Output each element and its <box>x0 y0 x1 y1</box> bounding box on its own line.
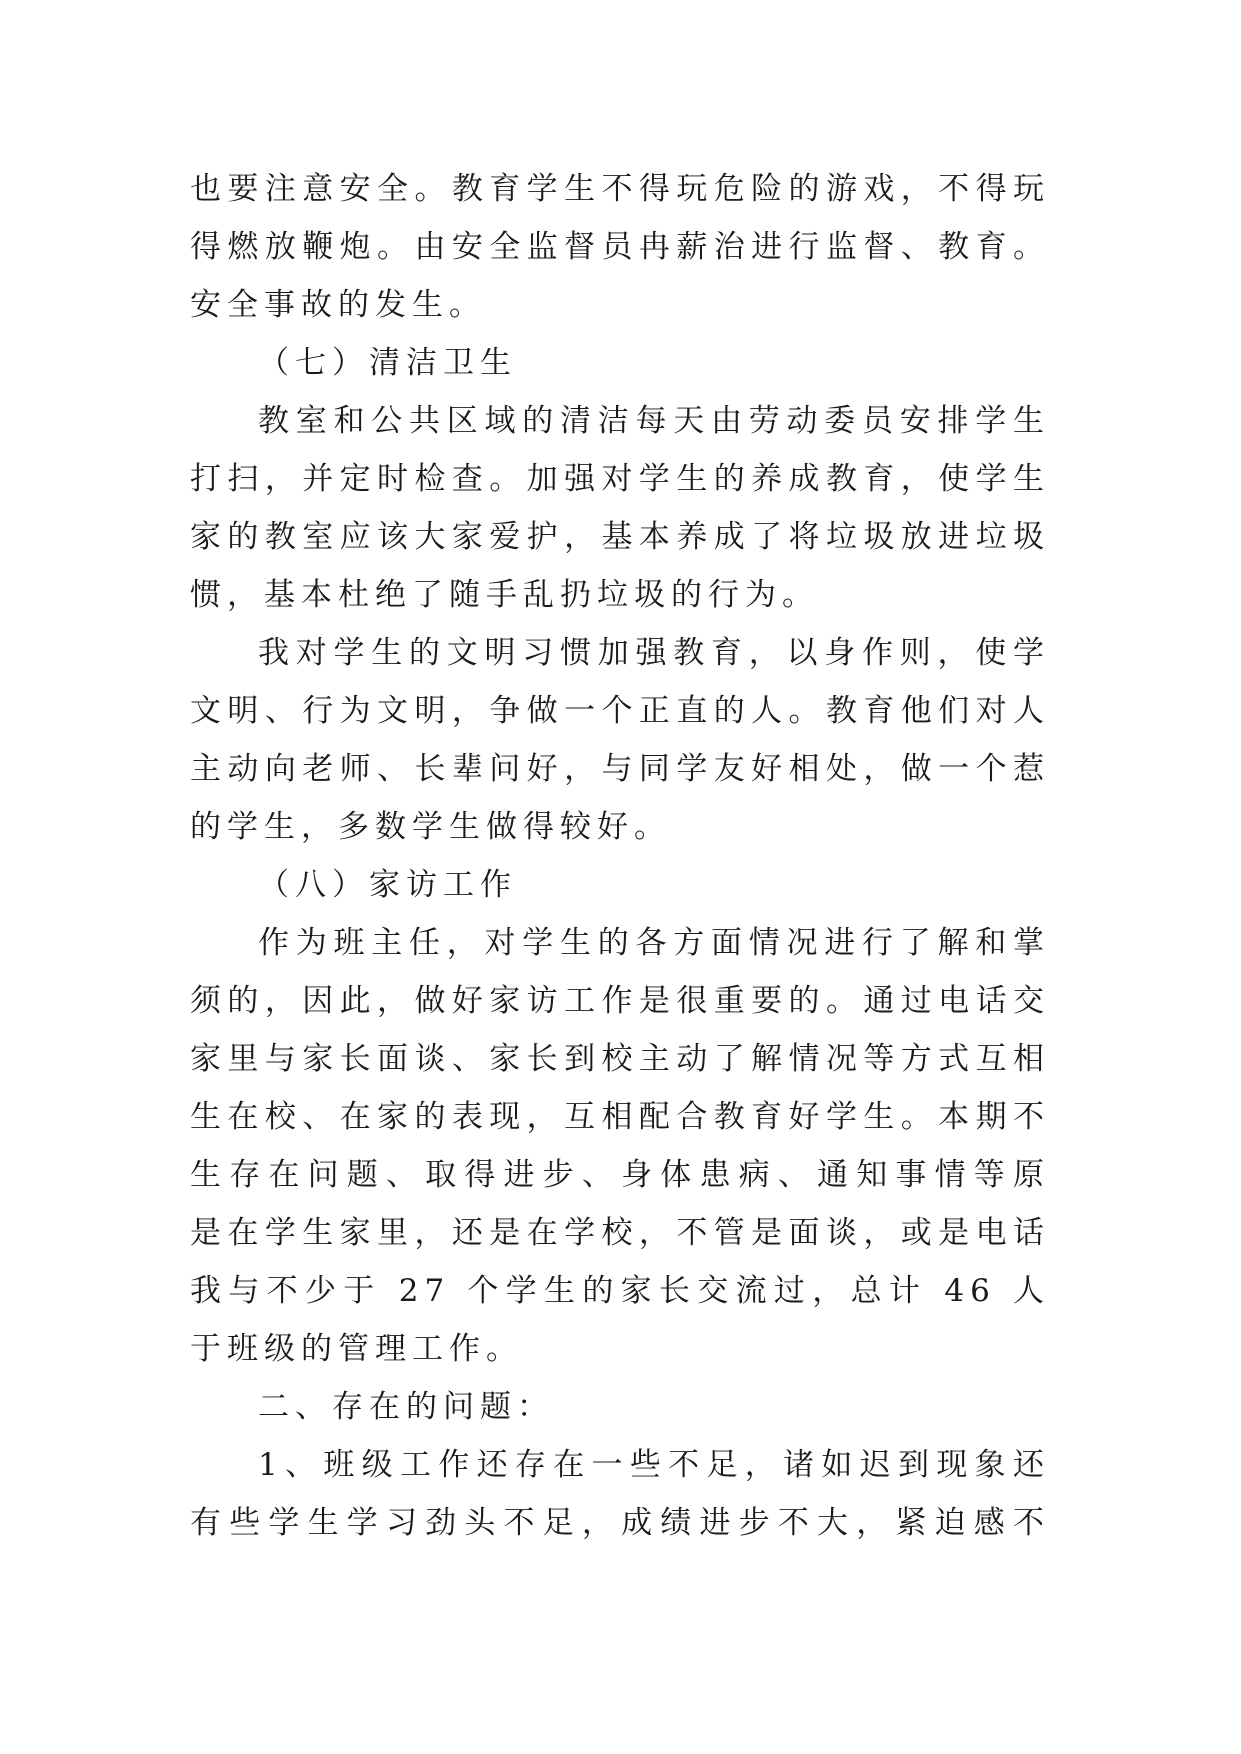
text-line: 家的教室应该大家爱护，基本养成了将垃圾放进垃圾 <box>190 519 1050 555</box>
text-line: 作为班主任，对学生的各方面情况进行了解和掌 <box>258 925 1050 961</box>
text-line: 教室和公共区域的清洁每天由劳动委员安排学生 <box>258 403 1050 439</box>
text-line: （七）清洁卫生 <box>258 345 517 381</box>
text-line: 于班级的管理工作。 <box>190 1331 523 1367</box>
text-line: 二、存在的问题： <box>258 1389 554 1425</box>
text-line: （八）家访工作 <box>258 867 517 903</box>
text-line: 是在学生家里，还是在学校，不管是面谈，或是电话 <box>190 1215 1050 1251</box>
text-line: 惯，基本杜绝了随手乱扔垃圾的行为。 <box>190 577 819 613</box>
text-line: 主动向老师、长辈问好，与同学友好相处，做一个惹 <box>190 751 1050 787</box>
text-line: 生存在问题、取得进步、身体患病、通知事情等原 <box>190 1157 1050 1193</box>
text-line: 须的，因此，做好家访工作是很重要的。通过电话交 <box>190 983 1050 1019</box>
text-line: 打扫，并定时检查。加强对学生的养成教育，使学生 <box>190 461 1050 497</box>
text-line: 文明、行为文明，争做一个正直的人。教育他们对人 <box>190 693 1050 729</box>
document-body <box>190 160 1050 1552</box>
text-line: 1、班级工作还存在一些不足，诸如迟到现象还 <box>258 1447 1050 1483</box>
text-line: 得燃放鞭炮。由安全监督员冉薪治进行监督、教育。 <box>190 229 1050 265</box>
text-line: 生在校、在家的表现，互相配合教育好学生。本期不 <box>190 1099 1050 1135</box>
text-line: 我对学生的文明习惯加强教育，以身作则，使学 <box>258 635 1050 671</box>
text-line: 我与不少于 27 个学生的家长交流过，总计 46 人 <box>190 1273 1050 1309</box>
text-line: 安全事故的发生。 <box>190 287 486 323</box>
text-line: 家里与家长面谈、家长到校主动了解情况等方式互相 <box>190 1041 1050 1077</box>
text-line: 有些学生学习劲头不足，成绩进步不大，紧迫感不 <box>190 1505 1050 1541</box>
text-line: 的学生，多数学生做得较好。 <box>190 809 671 845</box>
text-line: 也要注意安全。教育学生不得玩危险的游戏，不得玩 <box>190 171 1050 207</box>
